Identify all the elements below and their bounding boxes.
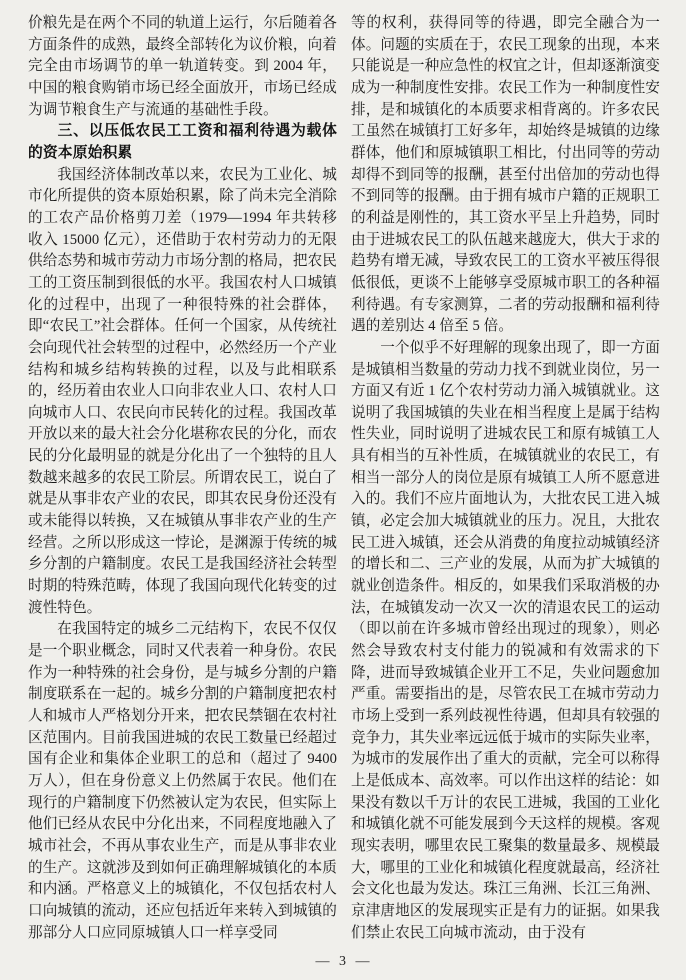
paragraph-continuation: 等的权利，获得同等的待遇，即完全融合为一体。问题的实质在于，农民工现象的出现，本来只能说是一种应急性的权宜之计，但却逐渐演变成为一种制度性安排。农民工作为一种制度性安排，是和城镇化的本质要求相背离的。许多农民工虽然在城镇打工好多年，却始终是城镇的边缘群体，他们和原城镇职工相比，付出同等的劳动却得不到同等的报酬，甚至付出倍加的劳动也得不到同等的报酬。由于拥有城市户籍的正规职工的利益是刚性的，其工资水平呈上升趋势，同时由于进城农民工的队伍越来越庞大，供大于求的趋势有增无减，导致农民工的工资水平被压得很低很低，更谈不上能够享受原城市职工的各种福利待遇。有专家测算，二者的劳动报酬和福利待遇的差别达 4 倍至 5 倍。 xyxy=(351,15,660,335)
section-heading: 三、以压低农民工工资和福利待遇为载体的资本原始积累 xyxy=(28,123,337,161)
page-footer xyxy=(28,950,660,974)
left-column xyxy=(28,13,337,950)
paragraph: 我国经济体制改革以来，农民为工业化、城市化所提供的资本原始积累，除了尚未完全消除的工农产品价格剪刀差（1979—1994 年共转移收入 15000 亿元），还借助于农村劳动力的无限供给态势和城市劳动力市场分割的格局，把农民工的工资压制到很低的水平。我国农村人口城镇化的过程中，出现了一种很特殊的社会群体，即“农民工”社会群体。任何一个国家，从传统社会向现代社会转型的过程中，必然经历一个产业结构和城乡结构转换的过程，以及与此相联系的，经历着由农业人口向非农业人口、农村人口向城市人口、农民向市民转化的过程。我国改革开放以来的最大社会分化堪称农民的分化，而农民的分化最明显的就是分化出了一个独特的且人数越来越多的农民工阶层。所谓农民工，说白了就是从事非农产业的农民，即其农民身份还没有或未能得以转换，又在城镇从事非农产业的生产经营。之所以形成这一悖论，是渊源于传统的城乡分割的户籍制度。农民工是我国经济社会转型时期的特殊范畴，体现了我国向现代化转变的过渡性特色。 xyxy=(28,166,337,616)
paragraph: 在我国特定的城乡二元结构下，农民不仅仅是一个职业概念，同时又代表着一种身份。农民作为一种特殊的社会身份，是与城乡分割的户籍制度联系在一起的。城乡分割的户籍制度把农村人和城市人严格划分开来，把农民禁锢在农村社区范围内。目前我国进城的农民工数量已经超过国有企业和集体企业职工的总和（超过了 9400 万人），但在身份意义上仍然属于农民。他们在现行的户籍制度下仍然被认定为农民，但实际上他们已经从农民中分化出来，不同程度地融入了城市社会，不再从事农业生产，而是从事非农业的生产。这就涉及到如何正确理解城镇化的本质和内涵。严格意义上的城镇化，不仅包括农村人口向城镇的流动，还应包括近年来转入到城镇的那部分人口应同原城镇人口一样享受同 xyxy=(28,621,337,941)
paragraph-continuation: 价粮先是在两个不同的轨道上运行，尔后随着各方面条件的成熟，最终全部转化为议价粮，向着完全由市场调节的单一轨道转变。到 2004 年，中国的粮食购销市场已经全面放开，市场已经成为调节粮食生产与流通的基础性手段。 xyxy=(28,15,337,118)
two-column-text-area xyxy=(28,13,660,950)
paragraph: 一个似乎不好理解的现象出现了，即一方面是城镇相当数量的劳动力找不到就业岗位，另一方面又有近 1 亿个农村劳动力涌入城镇就业。这说明了我国城镇的失业在相当程度上是属于结构性失业，同时说明了进城农民工和原有城镇工人具有相当的互补性质，在城镇就业的农民工，有相当一部分人的岗位是原有城镇工人所不愿意进入的。我们不应片面地认为，大批农民工进入城镇，必定会加大城镇就业的压力。况且，大批农民工进入城镇，还会从消费的角度拉动城镇经济的增长和二、三产业的发展，从而为扩大城镇的就业创造条件。相反的，如果我们采取消极的办法，在城镇发动一次又一次的清退农民工的运动（即以前在许多城市曾经出现过的现象），则必然会导致农村支付能力的锐减和有效需求的下降，进而导致城镇企业开工不足，失业问题愈加严重。需要指出的是，尽管农民工在城市劳动力市场上受到一系列歧视性待遇，但却具有较强的竞争力，其失业率远远低于城市的实际失业率，为城市的发展作出了重大的贡献，完全可以称得上是低成本、高效率。可以作出这样的结论：如果没有数以千万计的农民工进城，我国的工业化和城镇化就不可能发展到今天这样的规模。客观现实表明，哪里农民工聚集的数量最多、规模最大，哪里的工业化和城镇化程度就最高，经济社会文化也最为发达。珠江三角洲、长江三角洲、京津唐地区的发展现实正是有力的证据。如果我们禁止农民工向城市流动，由于没有 xyxy=(351,339,660,941)
page-number: — 3 — xyxy=(315,954,373,969)
right-column xyxy=(351,13,660,950)
